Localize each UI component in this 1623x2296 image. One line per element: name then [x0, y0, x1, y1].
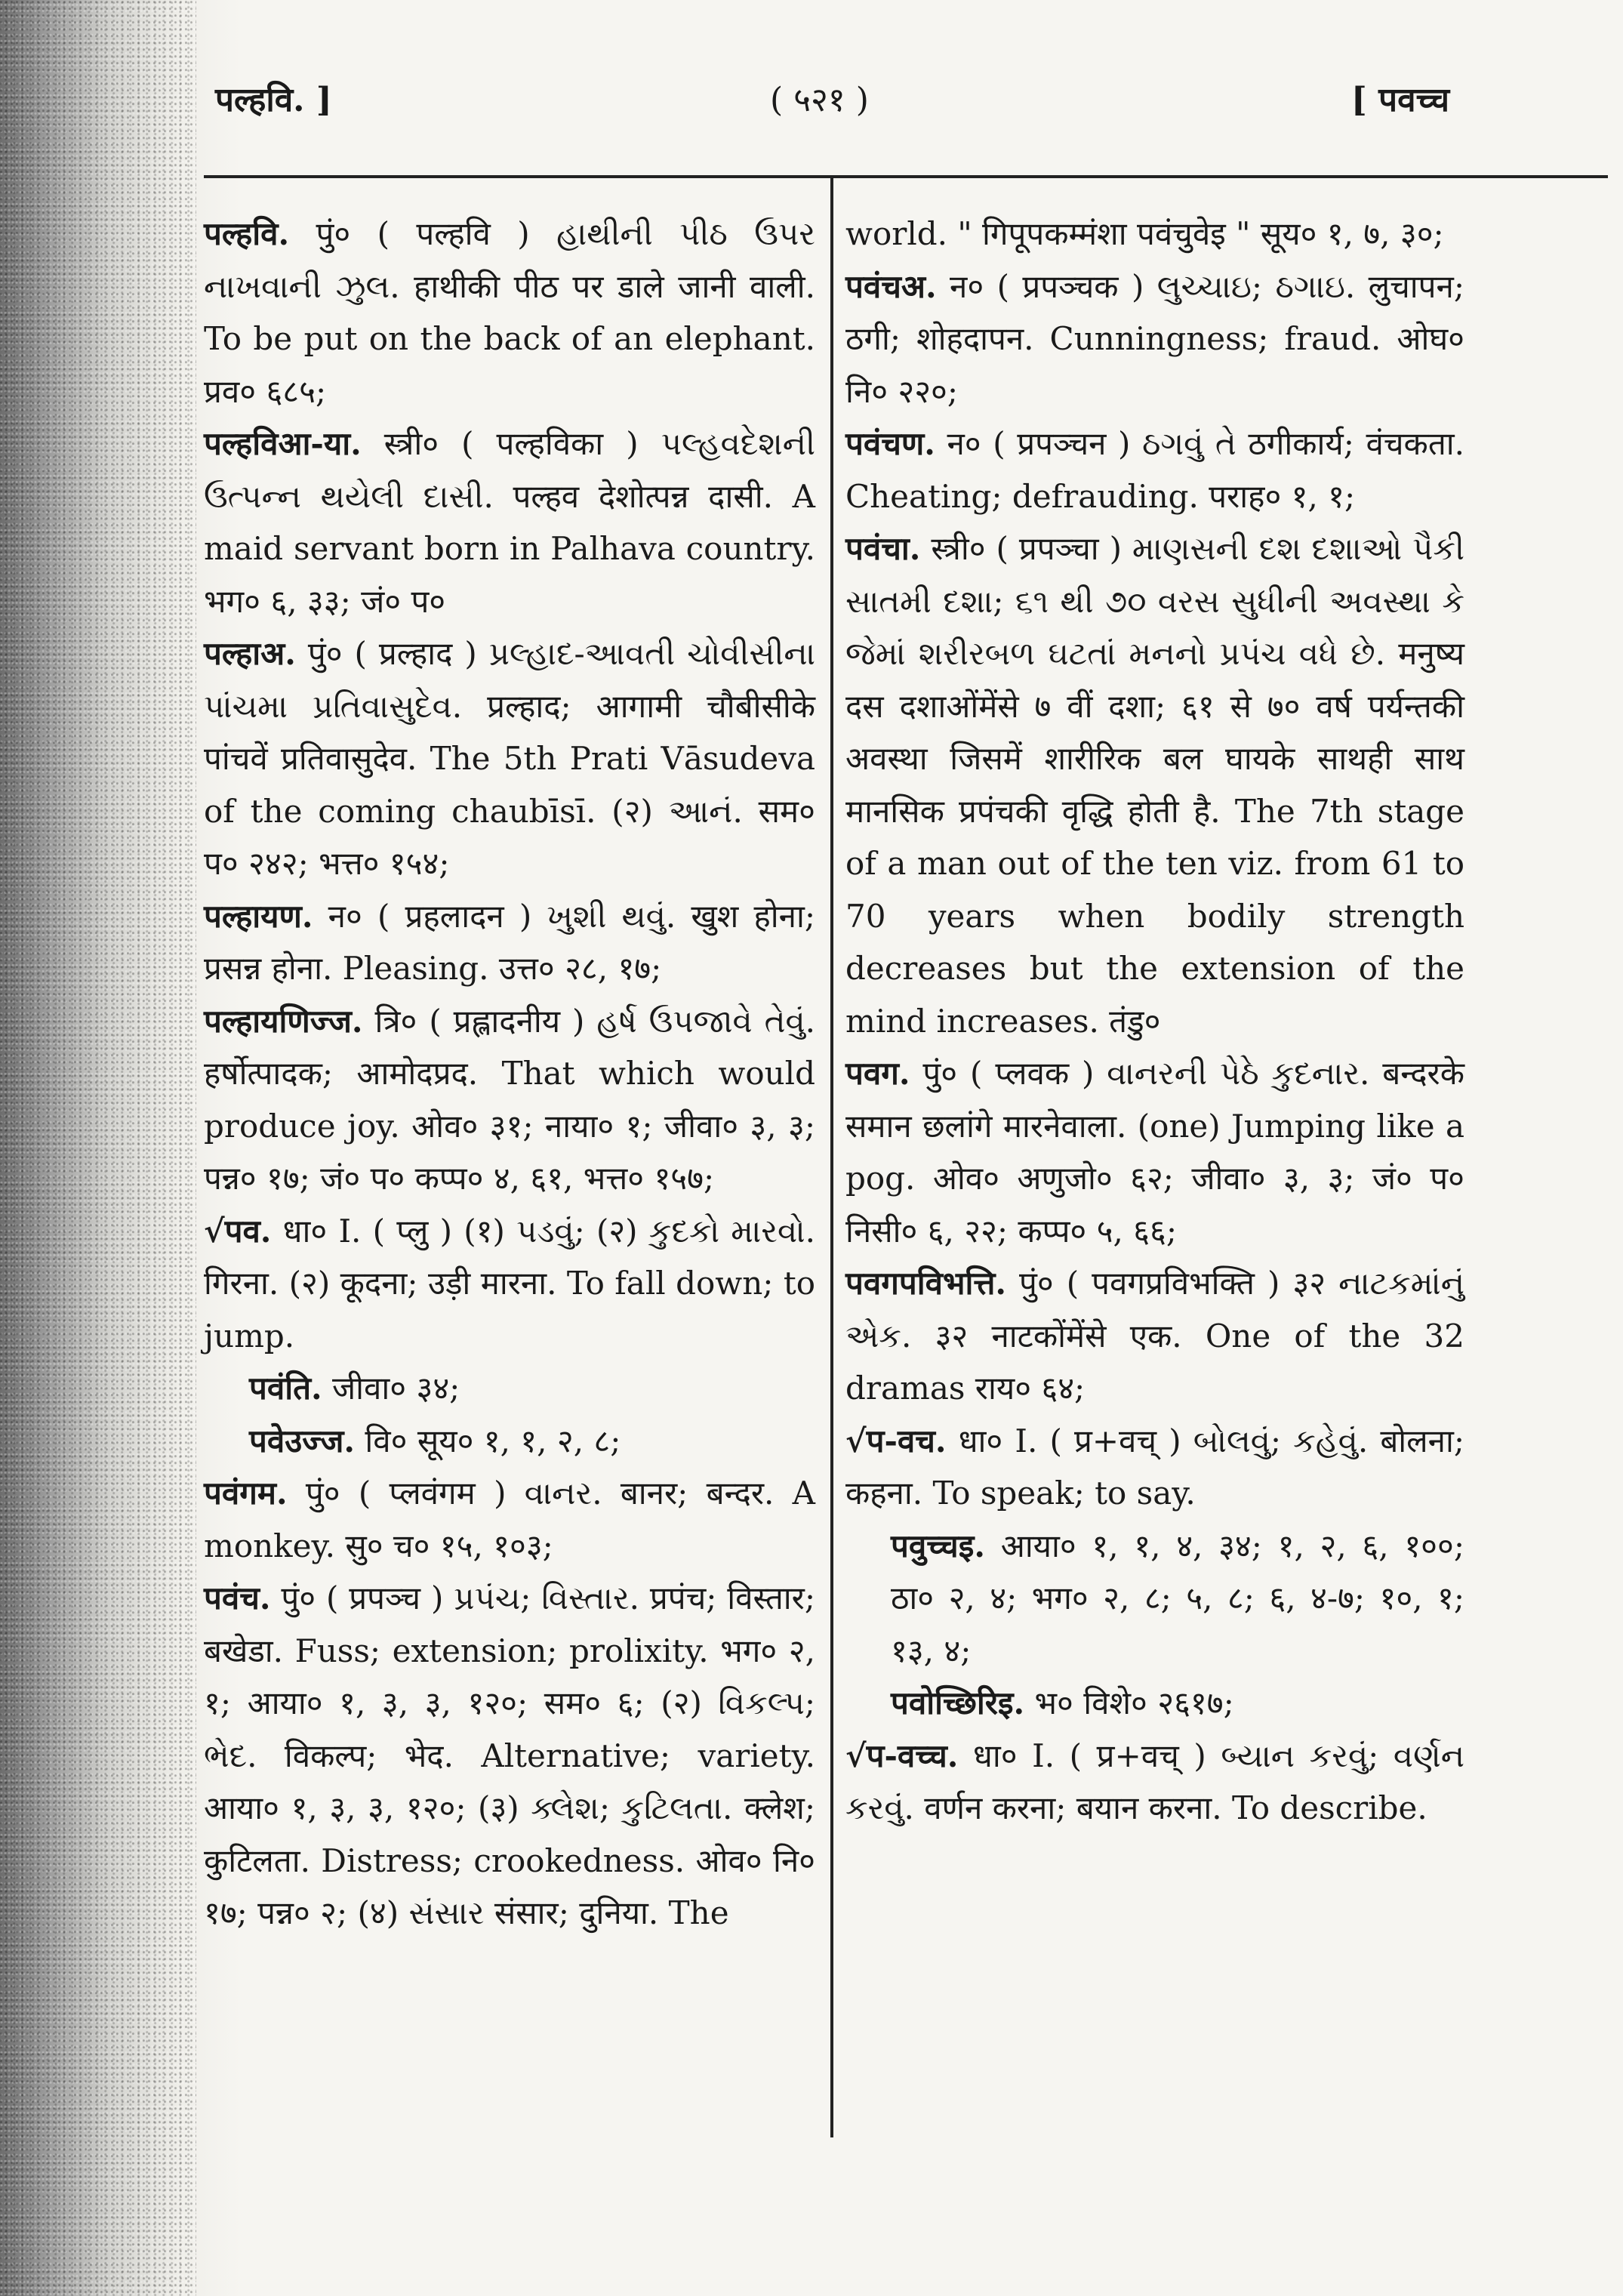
right-column: [845, 208, 1464, 1835]
entry-pavangama: [204, 1467, 815, 1572]
definition: धा० I. ( प्र+वच् ) બોલવું; કહેવું. बोलना; कहना. To speak; to say.: [845, 1422, 1464, 1512]
headword: पल्हवि.: [204, 215, 290, 252]
definition: न० ( प्रपञ्चक ) લુચ્ચાઇ; ઠગાઇ. लुचापन; ठगी; शोहदापन. Cunningness; fraud. ओघ० नि० २२०;: [845, 267, 1464, 410]
definition: पुं० ( पवगप्रविभक्ति ) ३२ નાટકમાંનું એક. ३२ नाटकोंमेंसे एक. One of the 32 dramas राय० ६४;: [845, 1265, 1464, 1407]
definition: धा० I. ( प्लु ) (१) પડવું; (२) કુદકો મારવો. गिरना. (२) कूदना; उड़ी मारना. To fall down; to jump.: [204, 1212, 815, 1354]
definition: भ० विशे० २६१७;: [1034, 1684, 1234, 1721]
headword: पवंचा.: [845, 530, 921, 567]
entry-paveujja: [204, 1415, 815, 1468]
headword: पल्हविआ-या.: [204, 425, 362, 462]
entry-pavanchana: [845, 418, 1464, 522]
headword: पवंच.: [204, 1579, 271, 1616]
entry-pallhayana: [204, 890, 815, 995]
entry-pallhayanijja: [204, 995, 815, 1205]
definition: पुं० ( प्लवंगम ) વાનર. बानर; बन्दर. A monkey. सु० च० १५, १०३;: [204, 1475, 815, 1564]
scan-binding-shadow: [0, 0, 196, 2296]
left-column: [204, 208, 815, 1940]
entry-pallhavia: [204, 418, 815, 627]
entry-pavochchhiridai: [845, 1677, 1464, 1730]
entry-pavagapavibhatti: [845, 1257, 1464, 1415]
headword: पल्हाअ.: [204, 635, 296, 672]
definition: धा० I. ( प्र+वच् ) બ્યાન કરવું; વર્ણન કરવું. वर्णन करना; बयान करना. To describe.: [845, 1737, 1464, 1826]
headword: पवग.: [845, 1055, 910, 1092]
headword: पवुच्चइ.: [891, 1527, 985, 1564]
headword: पवंचअ.: [845, 267, 937, 305]
definition: वि० सूय० १, १, २, ८;: [365, 1422, 621, 1459]
headword: पवेउज्ज.: [249, 1422, 356, 1459]
definition: जीवा० ३४;: [332, 1370, 460, 1407]
header-left-guide-word: पल्हवि. ]: [215, 81, 332, 119]
definition: पुं० ( प्लवक ) વાનરની પેઠે કુદનાર. बन्दरके समान छलांगे मारनेवाला. (one) Jumping like a pog. ओव० अणुजो० ६२; जीवा० ३, ३; जं० प० निसी० ६, २२; कप्प० ५, ६६;: [845, 1055, 1464, 1250]
definition: स्त्री० ( पल्हविका ) પલ્હવદેશની ઉત્પન્ન થયેલી દાસી. पल्हव देशोत्पन्न दासी. A maid servant born in Palhava country. भग० ६, ३३; जं० प०: [204, 425, 815, 620]
headword: पवोच्छिरिइ.: [891, 1684, 1025, 1721]
definition: न० ( प्रहलादन ) ખુશી થવું. खुश होना; प्रसन्न होना. Pleasing. उत्त० २८, १७;: [204, 897, 815, 987]
definition: स्त्री० ( प्रपञ्चा ) માણસની દશ દશાઓ પૈકી સાતમી દશા; ૬૧ થી ૭૦ વરસ સુધીની અવસ્થા કે જેમાં શરીરબળ ઘટતાં મનનો પ્રપંચ વધે છે. मनुष्य दस दशाओंमेंसे ७ वीं दशा; ६१ से ७० वर्ष पर्यन्तकी अवस्था जिसमें शारीरिक बल घायके साथही साथ मानसिक प्रपंचकी वृद्धि होती है. The 7th stage of a man out of the ten viz. from 61 to 70 years when bodily strength decreases but the extension of the mind increases. तंडु०: [845, 530, 1465, 1040]
headword: पवगपविभत्ति.: [845, 1265, 1006, 1302]
header-rule: [204, 175, 1608, 178]
entry-pavancha: [204, 1572, 815, 1940]
definition: त्रि० ( प्रह्लादनीय ) હર્ષ ઉપજાવે તેવું. हर्षोत्पादक; आमोदप्रद. That which would produce joy. ओव० ३१; नाया० १; जीवा० ३, ३; पन्न० १७; जं० प० कप्प० ४, ६१, भत्त० १५७;: [204, 1002, 815, 1197]
headword: पवंचण.: [845, 425, 935, 462]
header-right-guide-word: [ पवच्च: [1351, 81, 1450, 119]
headword: पवंति.: [249, 1370, 322, 1407]
entry-pavaga: [845, 1047, 1464, 1257]
column-divider: [830, 178, 833, 2137]
entry-pa-vach-root: [845, 1415, 1464, 1520]
page-number: ( ५२१ ): [770, 81, 869, 119]
definition: आया० १, १, ४, ३४; १, २, ६, १००; ठा० २, ४; भग० २, ८; ५, ८; ६, ४-७; १०, १; १३, ४;: [891, 1527, 1465, 1669]
headword: पल्हायण.: [204, 897, 313, 935]
headword: √प-वच्च.: [845, 1737, 959, 1774]
entry-pallhavi: [204, 208, 815, 418]
definition: पुं० ( प्रपञ्च ) પ્રપંચ; વિસ્તાર. प्रपंच; विस्तार; बखेडा. Fuss; extension; prolixity. भग० २, १; आया० १, ३, ३, १२०; सम० ६; (२) વિકલ્પ; ભેદ. विकल्प; भेद. Alternative; variety. आया० १, ३, ३, १२०; (३) ક્લેશ; કુટિલતા. क्लेश; कुटिलता. Distress; crookedness. ओव० नि० १७; पन्न० २; (४) સંસાર संसार; दुनिया. The: [204, 1579, 815, 1931]
entry-pavuchchai: [845, 1520, 1464, 1678]
definition: न० ( प्रपञ्चन ) ઠગવું તે ठगीकार्य; वंचकता. Cheating; defrauding. पराह० १, १;: [845, 425, 1464, 515]
headword: पवंगम.: [204, 1475, 288, 1512]
entry-pallhaa: [204, 627, 815, 890]
entry-pavanti: [204, 1362, 815, 1415]
definition: पुं० ( प्रल्हाद ) પ્રલ્હાદ-આવતી ચોવીસીના પાંચમા પ્રતિવાસુદેવ. प्रल्हाद; आगामी चौबीसीके पांचवें प्रतिवासुदेव. The 5th Prati Vāsudeva of the coming chaubīsī. (२) આનં. सम० प० २४२; भत्त० १५४;: [204, 635, 815, 882]
entry-pava-root: [204, 1205, 815, 1363]
definition: world. " गिपूपकम्मंशा पवंचुवेइ " सूय० १, ७, ३०;: [845, 215, 1444, 252]
entry-continuation: [845, 208, 1464, 260]
headword: √प-वच.: [845, 1422, 947, 1459]
definition: पुं० ( पल्हवि ) હાથીની પીઠ ઉપર નાખવાની ઝુલ. हाथीकी पीठ पर डाले जानी वाली. To be put on the back of an elephant. प्रव० ६८५;: [204, 215, 815, 410]
headword: पल्हायणिज्ज.: [204, 1002, 363, 1040]
entry-pavanchaa-stage: [845, 522, 1464, 1047]
entry-pavanchaa: [845, 260, 1464, 418]
entry-pa-vachcha-root: [845, 1730, 1464, 1835]
headword: √पव.: [204, 1212, 272, 1250]
